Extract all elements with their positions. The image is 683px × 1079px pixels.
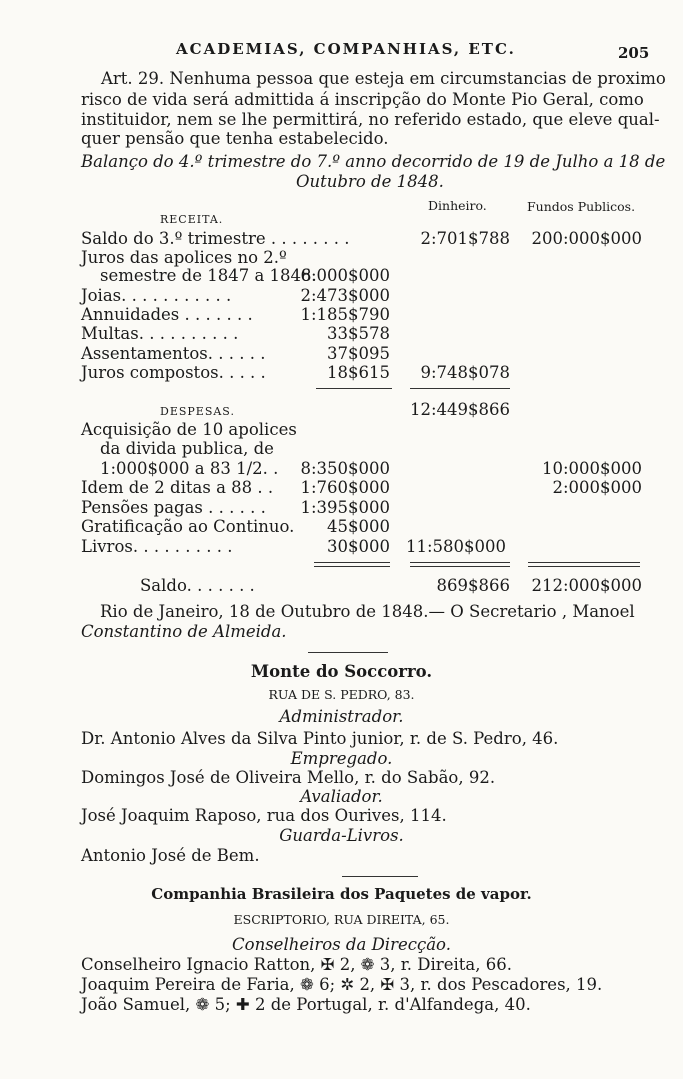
article-line: risco de vida será admittida á inscripção do Monte Pio Geral, como: [81, 90, 644, 109]
ledger-label: 1:000$000 a 83 1/2. .: [100, 459, 279, 478]
ledger-value: 30$000: [327, 537, 390, 556]
person-entry: João Samuel, ❁ 5; ✚ 2 de Portugal, r. d'Alfandega, 40.: [81, 995, 531, 1014]
ledger-double-rule: [314, 562, 390, 567]
ledger-cash: 11:580$000: [405, 537, 506, 556]
ledger-value: 37$095: [327, 344, 390, 363]
role-heading: Conselheiros da Direcção.: [232, 935, 451, 954]
ledger-label: Livros. . . . . . . . . .: [81, 537, 233, 556]
ledger-label: Idem de 2 ditas a 88 . .: [81, 478, 274, 497]
person-entry: Conselheiro Ignacio Ratton, ✠ 2, ❁ 3, r. Direita, 66.: [81, 955, 512, 974]
ledger-value: 2:473$000: [300, 286, 390, 305]
role-heading: Administrador.: [279, 707, 404, 726]
ledger-funds: 2:000$000: [552, 478, 642, 497]
ledger-value: 45$000: [327, 517, 390, 536]
person-entry: José Joaquim Raposo, rua dos Ourives, 114.: [81, 806, 447, 825]
ledger-label: Pensões pagas . . . . . .: [81, 498, 266, 517]
ledger-label: Saldo. . . . . . .: [140, 576, 255, 595]
balance-title-date: Outubro de 1848.: [296, 172, 444, 191]
ledger-label: Acquisição de 10 apolices: [81, 420, 297, 439]
section-title: Monte do Soccorro.: [250, 662, 433, 681]
column-head-funds: Fundos Publicos.: [527, 199, 636, 214]
section-address: ESCRIPTORIO, RUA DIREITA, 65.: [233, 912, 450, 927]
ledger-label: Assentamentos. . . . . .: [81, 344, 266, 363]
ledger-value: 18$615: [327, 363, 390, 382]
ledger-value: 33$578: [327, 324, 390, 343]
ledger-cash: 9:748$078: [420, 363, 510, 382]
ledger-cash: 12:449$866: [409, 400, 510, 419]
ledger-funds: 10:000$000: [541, 459, 642, 478]
article-line: instituidor, nem se lhe permittirá, no referido estado, que eleve qual-: [81, 110, 660, 129]
ledger-value: 6:000$000: [300, 266, 390, 285]
ledger-cash: 2:701$788: [420, 229, 510, 248]
ledger-value: 1:760$000: [300, 478, 390, 497]
ledger-cash: 869$866: [436, 576, 510, 595]
ledger-label: Juros compostos. . . . .: [81, 363, 266, 382]
closing-line: Rio de Janeiro, 18 de Outubro de 1848.— O Secretario , Manoel: [100, 602, 635, 621]
ledger-double-rule: [528, 562, 640, 567]
balance-title: Balanço do 4.º trimestre do 7.º anno decorrido de 19 de Julho a 18 de: [81, 152, 666, 171]
ledger-label: Gratificação ao Continuo.: [81, 517, 295, 536]
section-divider: [308, 652, 388, 653]
receita-heading: RECEITA.: [160, 213, 224, 226]
role-heading: Guarda-Livros.: [279, 826, 404, 845]
ledger-label: Annuidades . . . . . . .: [81, 305, 253, 324]
person-entry: Joaquim Pereira de Faria, ❁ 6; ✲ 2, ✠ 3, r. dos Pescadores, 19.: [81, 975, 603, 994]
ledger-label: semestre de 1847 a 1848.: [100, 266, 317, 285]
ledger-rule: [410, 388, 510, 389]
ledger-funds: 200:000$000: [531, 229, 642, 248]
ledger-label: Juros das apolices no 2.º: [81, 248, 287, 267]
page-number: 205: [618, 44, 650, 62]
person-entry: Antonio José de Bem.: [81, 846, 260, 865]
ledger-rule: [316, 388, 392, 389]
ledger-double-rule: [410, 562, 510, 567]
despesas-heading: DESPESAS.: [160, 405, 235, 418]
person-entry: Dr. Antonio Alves da Silva Pinto junior, r. de S. Pedro, 46.: [81, 729, 559, 748]
article-line: quer pensão que tenha estabelecido.: [81, 129, 389, 148]
section-title: Companhia Brasileira dos Paquetes de vapor.: [151, 885, 532, 903]
ledger-value: 8:350$000: [300, 459, 390, 478]
ledger-label: Joias. . . . . . . . . . .: [81, 286, 232, 305]
ledger-funds: 212:000$000: [531, 576, 642, 595]
role-heading: Empregado.: [290, 749, 393, 768]
section-address: RUA DE S. PEDRO, 83.: [268, 687, 415, 702]
ledger-label: Multas. . . . . . . . . .: [81, 324, 239, 343]
ledger-label: Saldo do 3.º trimestre . . . . . . . .: [81, 229, 350, 248]
ledger-label: da divida publica, de: [100, 439, 274, 458]
closing-line: Constantino de Almeida.: [81, 622, 287, 641]
running-header: ACADEMIAS, COMPANHIAS, ETC.: [176, 40, 516, 58]
ledger-value: 1:395$000: [300, 498, 390, 517]
ledger-value: 1:185$790: [300, 305, 390, 324]
section-divider: [342, 876, 418, 877]
person-entry: Domingos José de Oliveira Mello, r. do Sabão, 92.: [81, 768, 496, 787]
article-line: Art. 29. Nenhuma pessoa que esteja em circumstancias de proximo: [101, 69, 666, 88]
role-heading: Avaliador.: [300, 787, 383, 806]
column-head-cash: Dinheiro.: [428, 198, 487, 213]
